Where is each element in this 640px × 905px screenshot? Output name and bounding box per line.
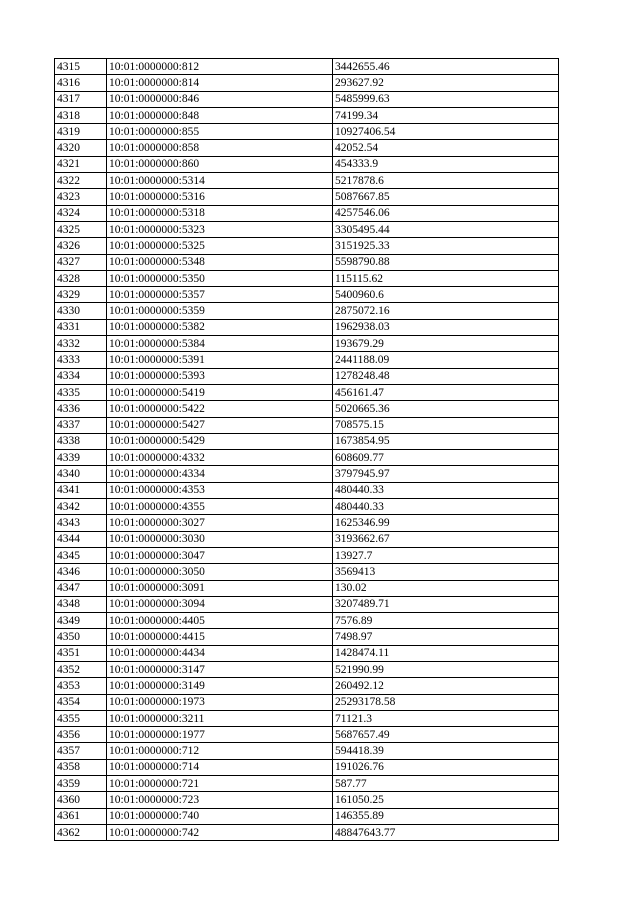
- row-number-cell: 4334: [55, 368, 107, 384]
- table-row: [55, 710, 559, 726]
- row-number-cell: 4320: [55, 140, 107, 156]
- row-number-cell: 4330: [55, 303, 107, 319]
- cadastral-number-cell: 10:01:0000000:5384: [107, 336, 333, 352]
- value-cell: 1625346.99: [333, 515, 559, 531]
- table-row: [55, 205, 559, 221]
- cadastral-number-cell: 10:01:0000000:3091: [107, 580, 333, 596]
- row-number-cell: 4360: [55, 792, 107, 808]
- cadastral-number-cell: 10:01:0000000:5325: [107, 238, 333, 254]
- table-row: [55, 254, 559, 270]
- value-cell: 3442655.46: [333, 59, 559, 75]
- cadastral-number-cell: 10:01:0000000:4405: [107, 613, 333, 629]
- table-row: [55, 270, 559, 286]
- table-row: [55, 466, 559, 482]
- table-row: [55, 499, 559, 515]
- value-cell: 456161.47: [333, 384, 559, 400]
- cadastral-number-cell: 10:01:0000000:742: [107, 824, 333, 840]
- cadastral-number-cell: 10:01:0000000:714: [107, 759, 333, 775]
- value-cell: 115115.62: [333, 270, 559, 286]
- row-number-cell: 4326: [55, 238, 107, 254]
- table-row: [55, 173, 559, 189]
- row-number-cell: 4325: [55, 221, 107, 237]
- value-cell: 5087667.85: [333, 189, 559, 205]
- value-cell: 2441188.09: [333, 352, 559, 368]
- table-body: [55, 59, 559, 841]
- cadastral-number-cell: 10:01:0000000:5314: [107, 173, 333, 189]
- value-cell: 13927.7: [333, 547, 559, 563]
- row-number-cell: 4324: [55, 205, 107, 221]
- value-cell: 193679.29: [333, 336, 559, 352]
- cadastral-number-cell: 10:01:0000000:5357: [107, 287, 333, 303]
- value-cell: 521990.99: [333, 661, 559, 677]
- table-row: [55, 564, 559, 580]
- row-number-cell: 4336: [55, 401, 107, 417]
- table-row: [55, 596, 559, 612]
- row-number-cell: 4339: [55, 450, 107, 466]
- cadastral-number-cell: 10:01:0000000:5393: [107, 368, 333, 384]
- cadastral-number-cell: 10:01:0000000:5382: [107, 319, 333, 335]
- row-number-cell: 4322: [55, 173, 107, 189]
- cadastral-number-cell: 10:01:0000000:5323: [107, 221, 333, 237]
- cadastral-number-cell: 10:01:0000000:721: [107, 776, 333, 792]
- cadastral-number-cell: 10:01:0000000:3047: [107, 547, 333, 563]
- row-number-cell: 4352: [55, 661, 107, 677]
- cadastral-number-cell: 10:01:0000000:855: [107, 124, 333, 140]
- value-cell: 5217878.6: [333, 173, 559, 189]
- row-number-cell: 4358: [55, 759, 107, 775]
- value-cell: 5687657.49: [333, 727, 559, 743]
- value-cell: 191026.76: [333, 759, 559, 775]
- table-row: [55, 189, 559, 205]
- value-cell: 587.77: [333, 776, 559, 792]
- cadastral-number-cell: 10:01:0000000:858: [107, 140, 333, 156]
- value-cell: 260492.12: [333, 678, 559, 694]
- row-number-cell: 4347: [55, 580, 107, 596]
- table-row: [55, 417, 559, 433]
- value-cell: 3305495.44: [333, 221, 559, 237]
- table-row: [55, 140, 559, 156]
- value-cell: 1428474.11: [333, 645, 559, 661]
- table-row: [55, 368, 559, 384]
- cadastral-number-cell: 10:01:0000000:1973: [107, 694, 333, 710]
- value-cell: 5485999.63: [333, 91, 559, 107]
- cadastral-number-cell: 10:01:0000000:3027: [107, 515, 333, 531]
- table-row: [55, 743, 559, 759]
- value-cell: 146355.89: [333, 808, 559, 824]
- value-cell: 3797945.97: [333, 466, 559, 482]
- value-cell: 594418.39: [333, 743, 559, 759]
- value-cell: 161050.25: [333, 792, 559, 808]
- row-number-cell: 4332: [55, 336, 107, 352]
- table-row: [55, 661, 559, 677]
- value-cell: 130.02: [333, 580, 559, 596]
- cadastral-number-cell: 10:01:0000000:5429: [107, 433, 333, 449]
- cadastral-number-cell: 10:01:0000000:4334: [107, 466, 333, 482]
- table-row: [55, 727, 559, 743]
- row-number-cell: 4343: [55, 515, 107, 531]
- cadastral-number-cell: 10:01:0000000:860: [107, 156, 333, 172]
- value-cell: 48847643.77: [333, 824, 559, 840]
- value-cell: 480440.33: [333, 499, 559, 515]
- table-row: [55, 336, 559, 352]
- table-row: [55, 580, 559, 596]
- row-number-cell: 4335: [55, 384, 107, 400]
- value-cell: 5598790.88: [333, 254, 559, 270]
- cadastral-number-cell: 10:01:0000000:3149: [107, 678, 333, 694]
- cadastral-number-cell: 10:01:0000000:5422: [107, 401, 333, 417]
- cadastral-number-cell: 10:01:0000000:712: [107, 743, 333, 759]
- row-number-cell: 4315: [55, 59, 107, 75]
- value-cell: 3569413: [333, 564, 559, 580]
- row-number-cell: 4356: [55, 727, 107, 743]
- cadastral-number-cell: 10:01:0000000:1977: [107, 727, 333, 743]
- value-cell: 5400960.6: [333, 287, 559, 303]
- cadastral-number-cell: 10:01:0000000:5350: [107, 270, 333, 286]
- cadastral-number-cell: 10:01:0000000:3211: [107, 710, 333, 726]
- row-number-cell: 4346: [55, 564, 107, 580]
- table-row: [55, 792, 559, 808]
- cadastral-number-cell: 10:01:0000000:4332: [107, 450, 333, 466]
- value-cell: 42052.54: [333, 140, 559, 156]
- cadastral-number-cell: 10:01:0000000:5316: [107, 189, 333, 205]
- row-number-cell: 4361: [55, 808, 107, 824]
- value-cell: 74199.34: [333, 107, 559, 123]
- table-row: [55, 776, 559, 792]
- value-cell: 5020665.36: [333, 401, 559, 417]
- table-row: [55, 107, 559, 123]
- table-row: [55, 629, 559, 645]
- value-cell: 10927406.54: [333, 124, 559, 140]
- table-row: [55, 824, 559, 840]
- table-row: [55, 156, 559, 172]
- table-row: [55, 678, 559, 694]
- data-table: [54, 58, 559, 841]
- cadastral-number-cell: 10:01:0000000:5419: [107, 384, 333, 400]
- row-number-cell: 4362: [55, 824, 107, 840]
- table-row: [55, 645, 559, 661]
- table-row: [55, 59, 559, 75]
- cadastral-number-cell: 10:01:0000000:3094: [107, 596, 333, 612]
- row-number-cell: 4333: [55, 352, 107, 368]
- row-number-cell: 4341: [55, 482, 107, 498]
- row-number-cell: 4338: [55, 433, 107, 449]
- row-number-cell: 4316: [55, 75, 107, 91]
- table-row: [55, 91, 559, 107]
- table-row: [55, 515, 559, 531]
- cadastral-number-cell: 10:01:0000000:5427: [107, 417, 333, 433]
- cadastral-number-cell: 10:01:0000000:3050: [107, 564, 333, 580]
- table-row: [55, 238, 559, 254]
- table-row: [55, 450, 559, 466]
- row-number-cell: 4359: [55, 776, 107, 792]
- row-number-cell: 4351: [55, 645, 107, 661]
- cadastral-number-cell: 10:01:0000000:848: [107, 107, 333, 123]
- row-number-cell: 4357: [55, 743, 107, 759]
- row-number-cell: 4319: [55, 124, 107, 140]
- row-number-cell: 4342: [55, 499, 107, 515]
- value-cell: 7576.89: [333, 613, 559, 629]
- cadastral-number-cell: 10:01:0000000:4415: [107, 629, 333, 645]
- table-row: [55, 352, 559, 368]
- value-cell: 708575.15: [333, 417, 559, 433]
- cadastral-number-cell: 10:01:0000000:5391: [107, 352, 333, 368]
- row-number-cell: 4337: [55, 417, 107, 433]
- value-cell: 608609.77: [333, 450, 559, 466]
- table-row: [55, 384, 559, 400]
- value-cell: 2875072.16: [333, 303, 559, 319]
- cadastral-number-cell: 10:01:0000000:3030: [107, 531, 333, 547]
- row-number-cell: 4317: [55, 91, 107, 107]
- row-number-cell: 4321: [55, 156, 107, 172]
- cadastral-number-cell: 10:01:0000000:5318: [107, 205, 333, 221]
- table-row: [55, 287, 559, 303]
- cadastral-number-cell: 10:01:0000000:4355: [107, 499, 333, 515]
- table-row: [55, 808, 559, 824]
- row-number-cell: 4344: [55, 531, 107, 547]
- row-number-cell: 4349: [55, 613, 107, 629]
- table-row: [55, 547, 559, 563]
- value-cell: 3151925.33: [333, 238, 559, 254]
- value-cell: 71121.3: [333, 710, 559, 726]
- cadastral-number-cell: 10:01:0000000:740: [107, 808, 333, 824]
- cadastral-number-cell: 10:01:0000000:5348: [107, 254, 333, 270]
- row-number-cell: 4331: [55, 319, 107, 335]
- row-number-cell: 4354: [55, 694, 107, 710]
- cadastral-number-cell: 10:01:0000000:4434: [107, 645, 333, 661]
- table-row: [55, 613, 559, 629]
- value-cell: 1962938.03: [333, 319, 559, 335]
- value-cell: 4257546.06: [333, 205, 559, 221]
- table-row: [55, 531, 559, 547]
- value-cell: 3193662.67: [333, 531, 559, 547]
- table-row: [55, 75, 559, 91]
- table-row: [55, 401, 559, 417]
- row-number-cell: 4329: [55, 287, 107, 303]
- cadastral-number-cell: 10:01:0000000:723: [107, 792, 333, 808]
- table-row: [55, 303, 559, 319]
- cadastral-number-cell: 10:01:0000000:812: [107, 59, 333, 75]
- table-row: [55, 694, 559, 710]
- value-cell: 25293178.58: [333, 694, 559, 710]
- row-number-cell: 4348: [55, 596, 107, 612]
- value-cell: 1673854.95: [333, 433, 559, 449]
- table-row: [55, 221, 559, 237]
- row-number-cell: 4350: [55, 629, 107, 645]
- row-number-cell: 4328: [55, 270, 107, 286]
- table-row: [55, 759, 559, 775]
- cadastral-number-cell: 10:01:0000000:4353: [107, 482, 333, 498]
- cadastral-number-cell: 10:01:0000000:846: [107, 91, 333, 107]
- row-number-cell: 4318: [55, 107, 107, 123]
- table-row: [55, 124, 559, 140]
- row-number-cell: 4327: [55, 254, 107, 270]
- row-number-cell: 4323: [55, 189, 107, 205]
- cadastral-number-cell: 10:01:0000000:5359: [107, 303, 333, 319]
- value-cell: 480440.33: [333, 482, 559, 498]
- cadastral-number-cell: 10:01:0000000:3147: [107, 661, 333, 677]
- value-cell: 454333.9: [333, 156, 559, 172]
- cadastral-number-cell: 10:01:0000000:814: [107, 75, 333, 91]
- table-row: [55, 433, 559, 449]
- table-row: [55, 319, 559, 335]
- row-number-cell: 4355: [55, 710, 107, 726]
- row-number-cell: 4345: [55, 547, 107, 563]
- table-row: [55, 482, 559, 498]
- value-cell: 1278248.48: [333, 368, 559, 384]
- row-number-cell: 4340: [55, 466, 107, 482]
- row-number-cell: 4353: [55, 678, 107, 694]
- value-cell: 3207489.71: [333, 596, 559, 612]
- value-cell: 7498.97: [333, 629, 559, 645]
- value-cell: 293627.92: [333, 75, 559, 91]
